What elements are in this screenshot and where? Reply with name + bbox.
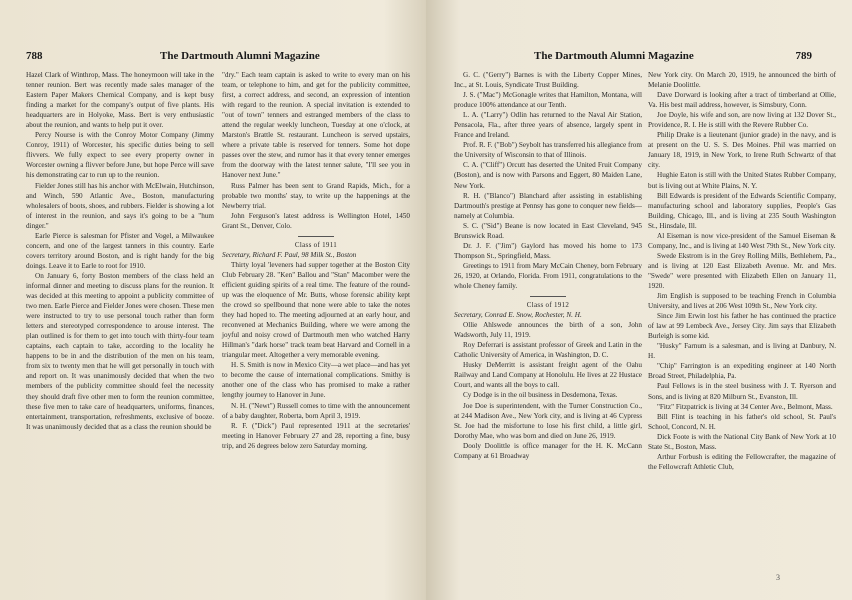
paragraph: Dooly Doolittle is office manager for the H. K. McCann Company at 61 Broadway bbox=[454, 441, 642, 460]
paragraph: Dick Foote is with the National City Bank of New York at 10 State St., Boston, Mass. bbox=[648, 432, 836, 451]
paragraph: Hughie Eaton is still with the United States Rubber Company, but is living out at White Plains, N. Y. bbox=[648, 171, 836, 190]
left-column-1 bbox=[26, 70, 214, 432]
running-head: The Dartmouth Alumni Magazine bbox=[160, 50, 320, 62]
paragraph: L. A. ("Larry") Odlin has returned to the Naval Air Station, Pensacola, Fla., after three years of absence, largely spent in France and Ireland. bbox=[454, 111, 642, 140]
paragraph: Prof. R. F. ("Bob") Seybolt has transferred his allegiance from the University of Wisconsin to that of Illinois. bbox=[454, 141, 642, 160]
paragraph: Paul Fellows is in the steel business with J. T. Ryerson and Sons, and is living at 820 Milburn St., Evanston, Ill. bbox=[648, 382, 836, 401]
paragraph: Russ Palmer has been sent to Grand Rapids, Mich., for a probable two months' stay, to write up the happenings at the Newberry trial. bbox=[222, 181, 410, 210]
paragraph: Since Jim Erwin lost his father he has continued the practice of law at 99 Lembeck Ave., Jersey City. Jim says that Elizabeth Burleigh is some kid. bbox=[648, 312, 836, 341]
paragraph: Thirty loyal 'leveners had supper together at the Boston City Club February 28. "Ken" Ballou and "Stan" Macomber were the efficient guiding spirits of a real time. The feature of the round-up was the eloquence of Mr. Butts, whose forensic ability kept the crowd so spellbound that none were able to take the notes they had hoped to. The meeting adjourned at an early hour, and reconvened at Mechanics Building, where we were among the joyful and noisy crowd of Dartmouth men who watched Harry Hillman's "dark horse" track team beat Harvard and Cornell in a triangular meet. Altogether a very memorable evening. bbox=[222, 260, 410, 360]
paragraph: R. F. ("Dick") Paul represented 1911 at the secretaries' meeting in Hanover February 27 and 28, reporting a fine, busy trip, and 26 degrees below zero Saturday morning. bbox=[222, 421, 410, 450]
right-page bbox=[426, 0, 852, 600]
paragraph: Dave Dorward is looking after a tract of timberland at Ollie, Va. His best mail address, however, is Simsbury, Conn. bbox=[648, 91, 836, 110]
paragraph: Swede Ekstrom is in the Grey Rolling Mills, Bethlehem, Pa., and is living at 120 East Elizabeth Avenue. Mr. and Mrs. "Swede" were presented with Elizabeth Ellen on January 11, 1920. bbox=[648, 251, 836, 290]
class-heading: Class of 1912 bbox=[526, 301, 570, 310]
paragraph: Percy Nourse is with the Conroy Motor Company (Jimmy Conroy, 1911) of Worcester, his specific duties being to sell flivvers. We fully expect to see every property owner in Worcester owning a flivver before June, but hope Perce will save his demonstrating car to run up to the reunion. bbox=[26, 131, 214, 180]
paragraph: G. C. ("Gerry") Barnes is with the Liberty Copper Mines, Inc., at St. Louis, Syndicate Trust Building. bbox=[454, 71, 642, 90]
paragraph: Joe Doe is superintendent, with the Turner Construction Co., at 244 Madison Ave., New York city, and is living at 46 Cypress St. Joe had the misfortune to lose his first child, a little girl, Dorothy Mae, who was born and died on June 26, 1919. bbox=[454, 401, 642, 440]
paragraph: Ollie Ahlswede announces the birth of a son, John Wadsworth, July 11, 1919. bbox=[454, 321, 642, 340]
paragraph: Joe Doyle, his wife and son, are now living at 132 Dover St., Providence, R. I. He is still with the Revere Rubber Co. bbox=[648, 111, 836, 130]
paragraph: "Husky" Farnum is a salesman, and is living at Danbury, N. H. bbox=[648, 342, 836, 361]
paragraph: Cy Dodge is in the oil business in Desdemona, Texas. bbox=[463, 391, 618, 400]
paragraph: H. S. Smith is now in Mexico City—a wet place—and has yet to become the cause of international complications. Smithy is another one of the class who has promised to make a rather lengthy journey to Hanover in June. bbox=[222, 361, 410, 400]
paragraph: Earle Pierce is salesman for Pfister and Vogel, a Milwaukee concern, and one of the largest tanners in this country. Earle covers territory around Boston, and is right handy for the big doings. Leave it to Earle to root for 1910. bbox=[26, 231, 214, 270]
page-number: 789 bbox=[795, 50, 812, 62]
paragraph: Arthur Forbush is editing the Fellowcrafter, the magazine of the Fellowcraft Athletic Club, bbox=[648, 452, 836, 471]
paragraph: S. C. ("Sid") Beane is now located in East Cleveland, 945 Brunswick Road. bbox=[454, 221, 642, 240]
footer-mark: 3 bbox=[776, 573, 780, 582]
paragraph: N. H. ("Newt") Russell comes to time with the announcement of a baby daughter, Roberta, born April 3, 1919. bbox=[222, 401, 410, 420]
paragraph: Fielder Jones still has his anchor with McElwain, Hutchinson, and Winch, 590 Atlantic Ave., Boston, manufacturing wholesalers of boots, shoes, and rubbers. Fielder is showing a lot of interest in the reunion, and says it's going to be a "hum dinger." bbox=[26, 181, 214, 230]
paragraph: R. H. ("Blanco") Blanchard after assisting in establishing Dartmouth's prestige at Pennsy has gone to conquer new fields—namely at Columbia. bbox=[454, 191, 642, 220]
secretary-line: Secretary, Richard F. Paul, 98 Milk St., Boston bbox=[222, 250, 357, 259]
left-column-2 bbox=[222, 70, 410, 451]
paragraph: Bill Flint is teaching in his father's old school, St. Paul's School, Concord, N. H. bbox=[648, 412, 836, 431]
section-divider bbox=[298, 236, 334, 237]
secretary-line: Secretary, Conrad E. Snow, Rochester, N. H. bbox=[454, 311, 582, 320]
paragraph: Husky DeMerritt is assistant freight agent of the Oahu Railway and Land Company at Honolulu. He lives at 22 Hustace Court, and wants all the boys to call. bbox=[454, 361, 642, 390]
paragraph: John Ferguson's latest address is Wellington Hotel, 1450 Grant St., Denver, Colo. bbox=[222, 211, 410, 230]
right-column-1 bbox=[454, 70, 642, 461]
paragraph: Dr. J. F. ("Jim") Gaylord has moved his home to 173 Thompson St., Springfield, Mass. bbox=[454, 241, 642, 260]
running-head: The Dartmouth Alumni Magazine bbox=[534, 50, 694, 62]
paragraph: "dry." Each team captain is asked to write to every man on his team, or telephone to him, and get for the publicity committee, first, a correct address, and second, an expression of intention with regard to the reunion. A special invitation is extended to "out of town" tenners and estranged members of the class to attend the regular weekly luncheon, Tuesday at one o'clock, at Marston's Brattle St. restaurant. Luncheon is served upstairs, where a private table is reserved for tenners. Some hot dope passes over the stew, and rumor has it that every tenner emerges from the doorway with the latest tenner salute, "I'll see you in Hanover next June." bbox=[222, 71, 410, 180]
paragraph: Roy Deferrari is assistant professor of Greek and Latin in the Catholic University of America, in Washington, D. C. bbox=[454, 341, 642, 360]
page-number: 788 bbox=[26, 50, 43, 62]
paragraph: "Chip" Farrington is an expediting engineer at 140 North Broad Street, Philadelphia, Pa. bbox=[648, 362, 836, 381]
section-divider bbox=[530, 296, 566, 297]
paragraph: Hazel Clark of Winthrop, Mass. The honeymoon will take in the tenner reunion. Bert was recently made sales manager of the Eastern Paper Makers Chemical Company, and is kept busy finding a market for the company's output of five plants. His headquarters are in Holyoke, Mass. Bert is very enthusiastic about the reunion, and wants to help put it over. bbox=[26, 71, 214, 130]
paragraph: On January 6, forty Boston members of the class held an informal dinner and meeting to discuss plans for the reunion. It was decided at this meeting to appoint a publicity committee of two men. Earle Pierce and Fielder Jones were chosen. These men were instructed to try to use personal touch rather than form letters and stereotyped correspondence to arouse interest. The plan outlined is for them to get into touch with thirty-four team captains, each captain to take, according to the locality he happens to be in and the distribution of the men on his team, from six to twenty men that he will get personally in touch with and report on. It was unanimously decided that when the two members of the publicity committee should feel the necessity they should draft five other men to form the reunion committee, these five men to take care of headquarters, uniforms, finances, entertainment, transportation, refreshments, exclusive of booze. It was unanimously decided that as a class the reunion should be bbox=[26, 271, 214, 431]
paragraph: J. S. ("Mac") McGonagle writes that Hamilton, Montana, will produce 100% attendance at our Tenth. bbox=[454, 91, 642, 110]
class-heading: Class of 1911 bbox=[294, 240, 338, 249]
paragraph: Jim English is supposed to be teaching French in Columbia University, and lives at 206 West 109th St., New York city. bbox=[648, 292, 836, 311]
paragraph: Philip Drake is a lieutenant (junior grade) in the navy, and is at present on the U. S. S. Des Moines. Phil was married on January 18, 1919, in New York, to Irene Ruth Schwartz of that city. bbox=[648, 131, 836, 170]
right-column-2 bbox=[648, 70, 836, 472]
paragraph: Greetings to 1911 from Mary McCain Cheney, born February 26, 1920, at Orlando, Florida. From 1911, congratulations to the whole Cheney family. bbox=[454, 261, 642, 290]
paragraph: Bill Edwards is president of the Edwards Scientific Company, manufacturing school and laboratory supplies, People's Gas Building, Chicago, Ill., and is living at 235 South Washington St., Hinsdale, Ill. bbox=[648, 191, 836, 230]
paragraph: C. A. ("Cliff") Orcutt has deserted the United Fruit Company (Boston), and is now with Parsons and Eggert, 80 Maiden Lane, New York. bbox=[454, 161, 642, 190]
paragraph: Al Eiseman is now vice-president of the Samuel Eiseman & Company, Inc., and is living at 140 West 79th St., New York city. bbox=[648, 231, 836, 250]
paragraph: "Fitz" Fitzpatrick is living at 34 Center Ave., Belmont, Mass. bbox=[657, 402, 833, 411]
paragraph: New York city. On March 20, 1919, he announced the birth of Melanie Doolittle. bbox=[648, 71, 836, 90]
